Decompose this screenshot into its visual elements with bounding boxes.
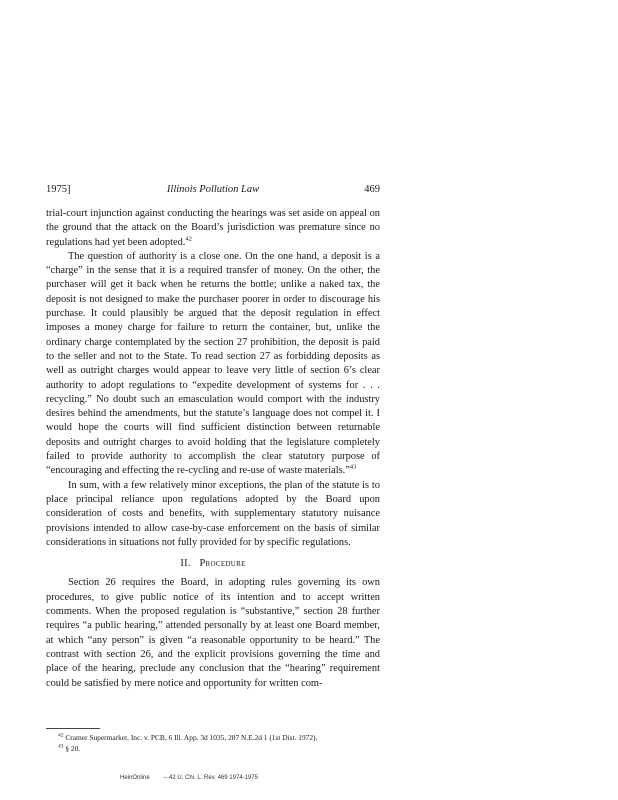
body-text: [46, 207, 380, 691]
footnote-divider: [46, 728, 100, 729]
footnote-text: § 20.: [65, 744, 81, 753]
footnote-number: 43: [58, 743, 64, 750]
section-numeral: II.: [180, 558, 191, 570]
paragraph: [46, 250, 380, 479]
footnote-reference[interactable]: 42: [185, 235, 192, 243]
source-footer: [120, 774, 400, 782]
paragraph: [46, 207, 380, 250]
page-number: 469: [364, 184, 380, 195]
source-citation: -- 42 U. Chi. L. Rev. 469 1974-1975: [163, 775, 258, 781]
paragraph-text: Section 26 requires the Board, in adopting rules governing its own procedures, to give public notice of its intention and to accept written comments. When the proposed regulation is “substantive,” section 28 further requires “a public hearing,” attended personally by at least one Board member, at which “any person” is given “a reasonable opportunity to be heard.” The contrast with section 26, and the explicit provisions governing the time and place of the hearing, preclude any conclusion that the “hearing” requirement could be satisfied by mere notice and opportunity for written com-: [46, 577, 380, 689]
footnote: [46, 732, 380, 743]
paragraph-text: In sum, with a few relatively minor exceptions, the plan of the statute is to place principal reliance upon regulations adopted by the Board upon consideration of costs and benefits, with supplementary statutory nuisance provisions intended to allow case-by-case enforcement on the basis of similar considerations in situations not fully provided for by specific regulations.: [46, 479, 380, 548]
footnote-reference[interactable]: 43: [349, 463, 357, 471]
footnotes: [46, 732, 380, 754]
paragraph: [46, 479, 380, 550]
footnote-text: Cramer Supermarket, Inc. v. PCB, 6 Ill. App. 3d 1035, 287 N.E.2d 1 (1st Dist. 1972).: [65, 733, 318, 742]
running-head-year: 1975]: [46, 184, 71, 195]
section-title: Procedure: [199, 558, 246, 570]
running-head: [46, 183, 380, 197]
running-head-title: Illinois Pollution Law: [166, 184, 260, 195]
footnote-number: 42: [58, 732, 64, 739]
paragraph-text: trial-court injunction against conducting the hearings was set aside on appeal on the ground that the attack on the Board’s jurisdiction was premature since no regulations had yet been adopted.: [46, 208, 380, 248]
source-brand: HeinOnline: [120, 775, 150, 781]
footnote: [46, 743, 380, 754]
paragraph: [46, 576, 380, 690]
paragraph-text: The question of authority is a close one. On the one hand, a deposit is a “charge” in the sense that it is a required transfer of money. On the other, the purchaser will get it back when he returns the bottle; unlike a naked tax, the deposit is not designed to make the purchaser poorer in order to discourage his purchase. It could plausibly be argued that the deposit regulation in effect imposes a money charge for failure to return the container, but, unlike the ordinary charge contemplated by the section 27 prohibition, the deposit is paid to the seller and not to the State. To read section 27 as forbidding deposits as well as outright charges would appear to leave very little of section 6’s clear authority to adopt regulations to “expedite development of systems for . . . recycling.” No doubt such an emasculation would comport with the industry desires behind the amendments, but the statute’s language does not compel it. I would hope the courts will find sufficient distinction between returnable deposits and outright charges to avoid holding that the legislature completely failed to provide authority to accomplish the clear statutory purpose of “encouraging and effecting the re-cycling and re-use of waste materials.”: [46, 250, 380, 477]
section-heading: [46, 557, 380, 571]
